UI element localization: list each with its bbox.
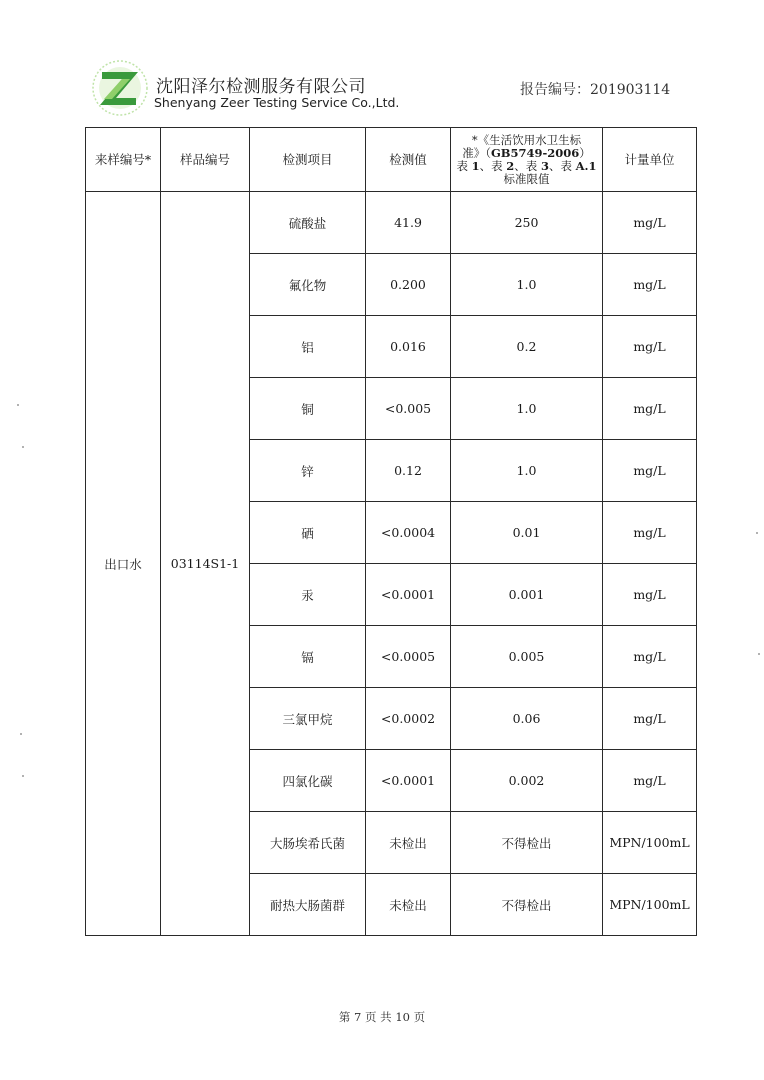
unit-cell: MPN/100mL [603, 812, 697, 874]
value-cell: <0.0004 [366, 502, 451, 564]
footer-prefix: 第 [338, 1010, 355, 1024]
table-header-row [86, 128, 697, 192]
footer-middle: 页 共 [361, 1010, 396, 1024]
value-cell: <0.0001 [366, 564, 451, 626]
std-table-2: 2 [506, 158, 515, 173]
value-cell: <0.0001 [366, 750, 451, 812]
unit-cell: mg/L [603, 254, 697, 316]
std-line-3-e: 、表 [514, 158, 541, 173]
scan-speck [17, 404, 19, 406]
unit-cell: mg/L [603, 502, 697, 564]
item-cell: 大肠埃希氏菌 [250, 812, 366, 874]
unit-cell: mg/L [603, 688, 697, 750]
company-name-en: Shenyang Zeer Testing Service Co.,Ltd. [154, 95, 400, 110]
value-cell: 0.12 [366, 440, 451, 502]
limit-cell: 0.01 [451, 502, 603, 564]
value-cell: <0.005 [366, 378, 451, 440]
std-line-2-a: 准》（ [462, 145, 491, 160]
page-total: 10 [395, 1010, 410, 1024]
item-cell: 氟化物 [250, 254, 366, 316]
unit-cell: MPN/100mL [603, 874, 697, 936]
item-cell: 四氯化碳 [250, 750, 366, 812]
unit-cell: mg/L [603, 440, 697, 502]
std-code: GB5749-2006 [490, 145, 580, 160]
item-cell: 铝 [250, 316, 366, 378]
std-line-2-c: ） [579, 145, 591, 160]
std-line-3 [455, 160, 598, 173]
sample-code-cell: 出口水 [86, 192, 161, 936]
scan-speck [22, 446, 24, 448]
table-row [86, 192, 697, 254]
item-cell: 镉 [250, 626, 366, 688]
unit-cell: mg/L [603, 750, 697, 812]
report-header [86, 58, 686, 118]
footer-suffix: 页 [409, 1010, 426, 1024]
col-sample-code: 来样编号* [86, 128, 161, 192]
unit-cell: mg/L [603, 564, 697, 626]
limit-cell: 1.0 [451, 440, 603, 502]
unit-cell: mg/L [603, 378, 697, 440]
item-cell: 硫酸盐 [250, 192, 366, 254]
item-cell: 硒 [250, 502, 366, 564]
col-unit: 计量单位 [603, 128, 697, 192]
std-line-3-a: 表 [456, 158, 472, 173]
unit-cell: mg/L [603, 626, 697, 688]
item-cell: 汞 [250, 564, 366, 626]
company-logo [90, 58, 150, 118]
sample-no-cell: 03114S1-1 [161, 192, 250, 936]
item-cell: 锌 [250, 440, 366, 502]
limit-cell: 0.001 [451, 564, 603, 626]
col-item: 检测项目 [250, 128, 366, 192]
value-cell: 41.9 [366, 192, 451, 254]
value-cell: 0.200 [366, 254, 451, 316]
report-number-value: 201903114 [590, 82, 671, 98]
scan-speck [22, 775, 24, 777]
value-cell: <0.0002 [366, 688, 451, 750]
value-cell: 未检出 [366, 874, 451, 936]
limit-cell: 0.005 [451, 626, 603, 688]
col-sample-no: 样品编号 [161, 128, 250, 192]
scan-speck [20, 733, 22, 735]
limit-cell: 0.2 [451, 316, 603, 378]
limit-cell: 0.002 [451, 750, 603, 812]
col-standard-limit [451, 128, 603, 192]
scan-speck [758, 653, 760, 655]
limit-cell: 1.0 [451, 378, 603, 440]
std-line-1: *《生活饮用水卫生标 [471, 132, 582, 147]
std-line-3-g: 、表 [548, 158, 576, 173]
company-name-cn: 沈阳泽尔检测服务有限公司 [156, 77, 366, 97]
limit-cell: 1.0 [451, 254, 603, 316]
item-cell: 耐热大肠菌群 [250, 874, 366, 936]
limit-cell: 不得检出 [451, 812, 603, 874]
report-number [520, 79, 670, 99]
page-current: 7 [354, 1010, 362, 1024]
limit-cell: 0.06 [451, 688, 603, 750]
value-cell: 未检出 [366, 812, 451, 874]
scan-speck [756, 532, 758, 534]
limit-cell: 不得检出 [451, 874, 603, 936]
std-line-4: 标准限值 [503, 171, 550, 186]
std-table-a1: A.1 [575, 158, 597, 173]
item-cell: 三氯甲烷 [250, 688, 366, 750]
unit-cell: mg/L [603, 192, 697, 254]
value-cell: 0.016 [366, 316, 451, 378]
std-table-3: 3 [540, 158, 549, 173]
item-cell: 铜 [250, 378, 366, 440]
col-value: 检测值 [366, 128, 451, 192]
report-number-label: 报告编号： [520, 82, 590, 98]
std-line-3-c: 、表 [479, 158, 507, 173]
results-table [85, 127, 697, 936]
page-footer [0, 1009, 764, 1025]
value-cell: <0.0005 [366, 626, 451, 688]
std-table-1: 1 [471, 158, 480, 173]
unit-cell: mg/L [603, 316, 697, 378]
limit-cell: 250 [451, 192, 603, 254]
